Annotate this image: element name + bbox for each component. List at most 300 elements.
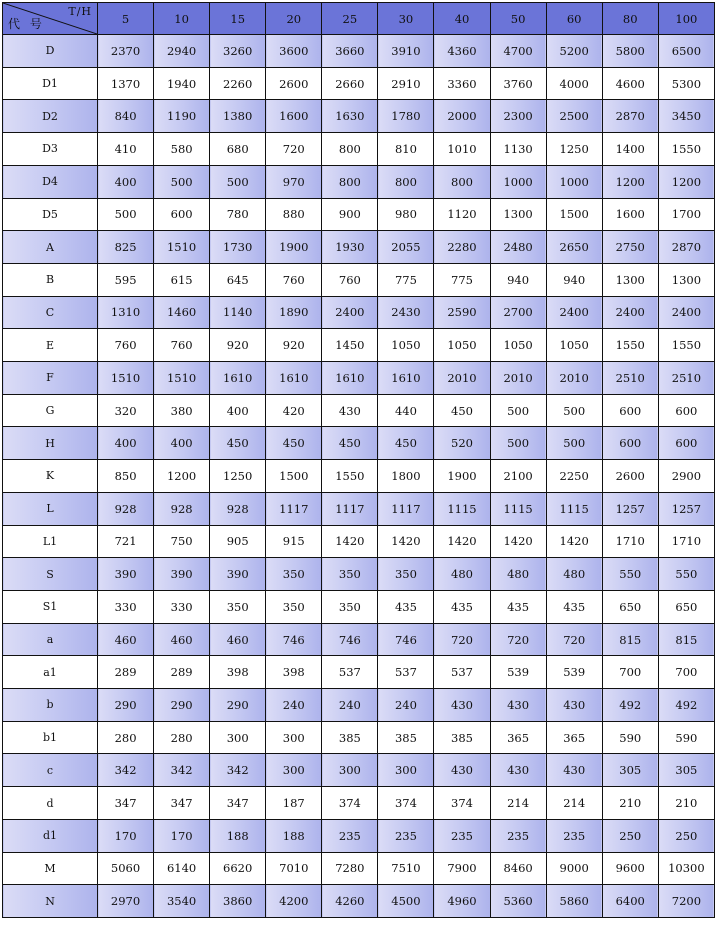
value-cell: 980: [378, 198, 434, 231]
value-cell: 390: [154, 558, 210, 591]
value-cell: 290: [98, 689, 154, 722]
value-cell: 170: [154, 819, 210, 852]
value-cell: 500: [98, 198, 154, 231]
value-cell: 1300: [490, 198, 546, 231]
value-cell: 430: [322, 394, 378, 427]
value-cell: 2250: [546, 460, 602, 493]
row-code-cell: D5: [3, 198, 98, 231]
value-cell: 492: [658, 689, 714, 722]
value-cell: 760: [154, 329, 210, 362]
value-cell: 600: [154, 198, 210, 231]
value-cell: 1250: [210, 460, 266, 493]
value-cell: 430: [434, 754, 490, 787]
table-row: [3, 67, 715, 100]
value-cell: 1400: [602, 133, 658, 166]
value-cell: 210: [658, 787, 714, 820]
value-cell: 1610: [266, 362, 322, 395]
value-cell: 6140: [154, 852, 210, 885]
value-cell: 580: [154, 133, 210, 166]
value-cell: 1500: [546, 198, 602, 231]
value-cell: 300: [378, 754, 434, 787]
value-cell: 500: [490, 394, 546, 427]
value-cell: 800: [322, 133, 378, 166]
value-cell: 900: [322, 198, 378, 231]
dimension-table: [2, 2, 715, 918]
value-cell: 390: [210, 558, 266, 591]
column-header: 25: [322, 3, 378, 35]
table-row: [3, 35, 715, 68]
table-row: [3, 329, 715, 362]
value-cell: 1510: [98, 362, 154, 395]
value-cell: 290: [154, 689, 210, 722]
value-cell: 750: [154, 525, 210, 558]
value-cell: 400: [154, 427, 210, 460]
value-cell: 430: [546, 754, 602, 787]
value-cell: 550: [602, 558, 658, 591]
row-code-cell: M: [3, 852, 98, 885]
value-cell: 6500: [658, 35, 714, 68]
table-row: [3, 394, 715, 427]
value-cell: 398: [266, 656, 322, 689]
value-cell: 4500: [378, 885, 434, 918]
value-cell: 970: [266, 165, 322, 198]
value-cell: 1450: [322, 329, 378, 362]
value-cell: 2480: [490, 231, 546, 264]
value-cell: 430: [546, 689, 602, 722]
value-cell: 1050: [434, 329, 490, 362]
column-header: 30: [378, 3, 434, 35]
table-row: [3, 525, 715, 558]
value-cell: 595: [98, 263, 154, 296]
table-row: [3, 492, 715, 525]
row-code-cell: b: [3, 689, 98, 722]
value-cell: 2510: [602, 362, 658, 395]
value-cell: 8460: [490, 852, 546, 885]
value-cell: 520: [434, 427, 490, 460]
row-code-cell: d: [3, 787, 98, 820]
value-cell: 1050: [546, 329, 602, 362]
value-cell: 2010: [434, 362, 490, 395]
value-cell: 680: [210, 133, 266, 166]
value-cell: 2000: [434, 100, 490, 133]
value-cell: 720: [266, 133, 322, 166]
value-cell: 815: [602, 623, 658, 656]
row-code-cell: A: [3, 231, 98, 264]
value-cell: 2400: [602, 296, 658, 329]
value-cell: 650: [658, 590, 714, 623]
row-code-cell: C: [3, 296, 98, 329]
table-row: [3, 852, 715, 885]
value-cell: 3760: [490, 67, 546, 100]
value-cell: 1550: [322, 460, 378, 493]
value-cell: 1000: [546, 165, 602, 198]
row-code-cell: D1: [3, 67, 98, 100]
table-row: [3, 819, 715, 852]
value-cell: 2400: [658, 296, 714, 329]
value-cell: 235: [490, 819, 546, 852]
value-cell: 3260: [210, 35, 266, 68]
column-header: 10: [154, 3, 210, 35]
value-cell: 550: [658, 558, 714, 591]
value-cell: 7010: [266, 852, 322, 885]
value-cell: 2510: [658, 362, 714, 395]
table-row: [3, 885, 715, 918]
value-cell: 1420: [546, 525, 602, 558]
value-cell: 775: [378, 263, 434, 296]
value-cell: 2650: [546, 231, 602, 264]
table-body: [3, 35, 715, 918]
value-cell: 342: [98, 754, 154, 787]
value-cell: 800: [378, 165, 434, 198]
value-cell: 214: [546, 787, 602, 820]
value-cell: 537: [434, 656, 490, 689]
value-cell: 1900: [266, 231, 322, 264]
value-cell: 1120: [434, 198, 490, 231]
value-cell: 450: [266, 427, 322, 460]
value-cell: 1630: [322, 100, 378, 133]
row-code-cell: D: [3, 35, 98, 68]
column-header: 5: [98, 3, 154, 35]
value-cell: 810: [378, 133, 434, 166]
value-cell: 300: [266, 754, 322, 787]
value-cell: 645: [210, 263, 266, 296]
value-cell: 350: [322, 558, 378, 591]
value-cell: 850: [98, 460, 154, 493]
value-cell: 1370: [98, 67, 154, 100]
row-code-cell: S1: [3, 590, 98, 623]
value-cell: 460: [98, 623, 154, 656]
value-cell: 1190: [154, 100, 210, 133]
value-cell: 600: [602, 427, 658, 460]
value-cell: 2590: [434, 296, 490, 329]
value-cell: 450: [434, 394, 490, 427]
value-cell: 1500: [266, 460, 322, 493]
table-row: [3, 362, 715, 395]
value-cell: 1930: [322, 231, 378, 264]
value-cell: 347: [154, 787, 210, 820]
row-code-cell: a: [3, 623, 98, 656]
value-cell: 2010: [546, 362, 602, 395]
value-cell: 5860: [546, 885, 602, 918]
table-row: [3, 558, 715, 591]
table-row: [3, 721, 715, 754]
value-cell: 5300: [658, 67, 714, 100]
column-header: 15: [210, 3, 266, 35]
value-cell: 400: [210, 394, 266, 427]
value-cell: 5200: [546, 35, 602, 68]
value-cell: 7900: [434, 852, 490, 885]
row-code-cell: N: [3, 885, 98, 918]
value-cell: 5800: [602, 35, 658, 68]
value-cell: 1600: [266, 100, 322, 133]
value-cell: 721: [98, 525, 154, 558]
value-cell: 1420: [378, 525, 434, 558]
value-cell: 1257: [658, 492, 714, 525]
value-cell: 720: [434, 623, 490, 656]
row-code-cell: D4: [3, 165, 98, 198]
value-cell: 440: [378, 394, 434, 427]
value-cell: 1200: [658, 165, 714, 198]
value-cell: 410: [98, 133, 154, 166]
value-cell: 330: [154, 590, 210, 623]
value-cell: 600: [658, 427, 714, 460]
value-cell: 780: [210, 198, 266, 231]
value-cell: 330: [98, 590, 154, 623]
value-cell: 2400: [546, 296, 602, 329]
value-cell: 4600: [602, 67, 658, 100]
value-cell: 435: [378, 590, 434, 623]
value-cell: 2100: [490, 460, 546, 493]
row-code-cell: S: [3, 558, 98, 591]
value-cell: 500: [546, 394, 602, 427]
row-code-cell: b1: [3, 721, 98, 754]
value-cell: 537: [322, 656, 378, 689]
value-cell: 1117: [378, 492, 434, 525]
value-cell: 760: [98, 329, 154, 362]
value-cell: 1730: [210, 231, 266, 264]
value-cell: 188: [266, 819, 322, 852]
value-cell: 320: [98, 394, 154, 427]
value-cell: 840: [98, 100, 154, 133]
value-cell: 760: [322, 263, 378, 296]
value-cell: 800: [322, 165, 378, 198]
column-header: 40: [434, 3, 490, 35]
value-cell: 1380: [210, 100, 266, 133]
value-cell: 374: [378, 787, 434, 820]
value-cell: 2660: [322, 67, 378, 100]
value-cell: 1420: [322, 525, 378, 558]
value-cell: 2280: [434, 231, 490, 264]
table-row: [3, 198, 715, 231]
value-cell: 400: [98, 165, 154, 198]
value-cell: 6400: [602, 885, 658, 918]
value-cell: 1300: [602, 263, 658, 296]
value-cell: 4260: [322, 885, 378, 918]
value-cell: 2500: [546, 100, 602, 133]
value-cell: 385: [322, 721, 378, 754]
value-cell: 210: [602, 787, 658, 820]
value-cell: 188: [210, 819, 266, 852]
table-row: [3, 133, 715, 166]
corner-header-cell: [3, 3, 98, 35]
value-cell: 385: [378, 721, 434, 754]
value-cell: 450: [322, 427, 378, 460]
value-cell: 2400: [322, 296, 378, 329]
value-cell: 615: [154, 263, 210, 296]
column-header: 100: [658, 3, 714, 35]
value-cell: 1250: [546, 133, 602, 166]
value-cell: 825: [98, 231, 154, 264]
value-cell: 280: [98, 721, 154, 754]
value-cell: 350: [266, 558, 322, 591]
value-cell: 2300: [490, 100, 546, 133]
value-cell: 235: [322, 819, 378, 852]
value-cell: 350: [322, 590, 378, 623]
value-cell: 240: [322, 689, 378, 722]
value-cell: 500: [154, 165, 210, 198]
capacity-header-label: T/H: [68, 5, 92, 18]
value-cell: 600: [602, 394, 658, 427]
value-cell: 300: [266, 721, 322, 754]
value-cell: 280: [154, 721, 210, 754]
value-cell: 1200: [602, 165, 658, 198]
value-cell: 1610: [322, 362, 378, 395]
table-row: [3, 787, 715, 820]
value-cell: 2870: [658, 231, 714, 264]
value-cell: 430: [490, 754, 546, 787]
row-code-cell: G: [3, 394, 98, 427]
table-row: [3, 754, 715, 787]
value-cell: 235: [434, 819, 490, 852]
value-cell: 2370: [98, 35, 154, 68]
value-cell: 365: [546, 721, 602, 754]
value-cell: 928: [210, 492, 266, 525]
value-cell: 4360: [434, 35, 490, 68]
value-cell: 928: [98, 492, 154, 525]
table-row: [3, 689, 715, 722]
value-cell: 1610: [210, 362, 266, 395]
value-cell: 2900: [658, 460, 714, 493]
value-cell: 214: [490, 787, 546, 820]
value-cell: 435: [546, 590, 602, 623]
value-cell: 2910: [378, 67, 434, 100]
value-cell: 775: [434, 263, 490, 296]
value-cell: 235: [546, 819, 602, 852]
value-cell: 746: [378, 623, 434, 656]
value-cell: 250: [658, 819, 714, 852]
value-cell: 350: [266, 590, 322, 623]
value-cell: 1610: [378, 362, 434, 395]
value-cell: 480: [434, 558, 490, 591]
value-cell: 1550: [658, 133, 714, 166]
value-cell: 700: [602, 656, 658, 689]
value-cell: 235: [378, 819, 434, 852]
value-cell: 590: [658, 721, 714, 754]
row-code-cell: a1: [3, 656, 98, 689]
value-cell: 600: [658, 394, 714, 427]
table-row: [3, 460, 715, 493]
value-cell: 347: [98, 787, 154, 820]
value-cell: 905: [210, 525, 266, 558]
value-cell: 1890: [266, 296, 322, 329]
table-row: [3, 100, 715, 133]
value-cell: 1300: [658, 263, 714, 296]
value-cell: 300: [210, 721, 266, 754]
value-cell: 10300: [658, 852, 714, 885]
value-cell: 1510: [154, 362, 210, 395]
value-cell: 480: [546, 558, 602, 591]
row-code-cell: E: [3, 329, 98, 362]
value-cell: 3860: [210, 885, 266, 918]
value-cell: 2055: [378, 231, 434, 264]
value-cell: 1420: [434, 525, 490, 558]
value-cell: 2700: [490, 296, 546, 329]
value-cell: 342: [154, 754, 210, 787]
value-cell: 3360: [434, 67, 490, 100]
header-row: [3, 3, 715, 35]
value-cell: 3600: [266, 35, 322, 68]
value-cell: 7510: [378, 852, 434, 885]
value-cell: 305: [658, 754, 714, 787]
table-row: [3, 231, 715, 264]
value-cell: 4960: [434, 885, 490, 918]
value-cell: 1115: [490, 492, 546, 525]
value-cell: 2430: [378, 296, 434, 329]
value-cell: 1800: [378, 460, 434, 493]
value-cell: 2940: [154, 35, 210, 68]
value-cell: 1115: [434, 492, 490, 525]
value-cell: 460: [154, 623, 210, 656]
value-cell: 760: [266, 263, 322, 296]
value-cell: 1710: [658, 525, 714, 558]
value-cell: 480: [490, 558, 546, 591]
value-cell: 539: [546, 656, 602, 689]
table-row: [3, 427, 715, 460]
value-cell: 1000: [490, 165, 546, 198]
value-cell: 1200: [154, 460, 210, 493]
table-row: [3, 165, 715, 198]
value-cell: 1310: [98, 296, 154, 329]
value-cell: 435: [490, 590, 546, 623]
value-cell: 1117: [322, 492, 378, 525]
value-cell: 4000: [546, 67, 602, 100]
column-header: 20: [266, 3, 322, 35]
value-cell: 1710: [602, 525, 658, 558]
value-cell: 746: [266, 623, 322, 656]
value-cell: 720: [546, 623, 602, 656]
table-row: [3, 263, 715, 296]
value-cell: 746: [322, 623, 378, 656]
value-cell: 1510: [154, 231, 210, 264]
value-cell: 3660: [322, 35, 378, 68]
value-cell: 450: [378, 427, 434, 460]
value-cell: 342: [210, 754, 266, 787]
value-cell: 1117: [266, 492, 322, 525]
value-cell: 537: [378, 656, 434, 689]
value-cell: 289: [98, 656, 154, 689]
row-code-cell: K: [3, 460, 98, 493]
row-code-cell: D3: [3, 133, 98, 166]
value-cell: 720: [490, 623, 546, 656]
value-cell: 3910: [378, 35, 434, 68]
value-cell: 1600: [602, 198, 658, 231]
value-cell: 915: [266, 525, 322, 558]
value-cell: 920: [266, 329, 322, 362]
value-cell: 1010: [434, 133, 490, 166]
value-cell: 2870: [602, 100, 658, 133]
value-cell: 250: [602, 819, 658, 852]
value-cell: 9000: [546, 852, 602, 885]
value-cell: 3540: [154, 885, 210, 918]
table-row: [3, 296, 715, 329]
value-cell: 365: [490, 721, 546, 754]
column-header: 80: [602, 3, 658, 35]
value-cell: 920: [210, 329, 266, 362]
value-cell: 5360: [490, 885, 546, 918]
value-cell: 1050: [490, 329, 546, 362]
value-cell: 800: [434, 165, 490, 198]
value-cell: 187: [266, 787, 322, 820]
value-cell: 374: [322, 787, 378, 820]
value-cell: 350: [378, 558, 434, 591]
value-cell: 815: [658, 623, 714, 656]
value-cell: 940: [490, 263, 546, 296]
value-cell: 5060: [98, 852, 154, 885]
value-cell: 2600: [602, 460, 658, 493]
value-cell: 460: [210, 623, 266, 656]
value-cell: 170: [98, 819, 154, 852]
value-cell: 2970: [98, 885, 154, 918]
